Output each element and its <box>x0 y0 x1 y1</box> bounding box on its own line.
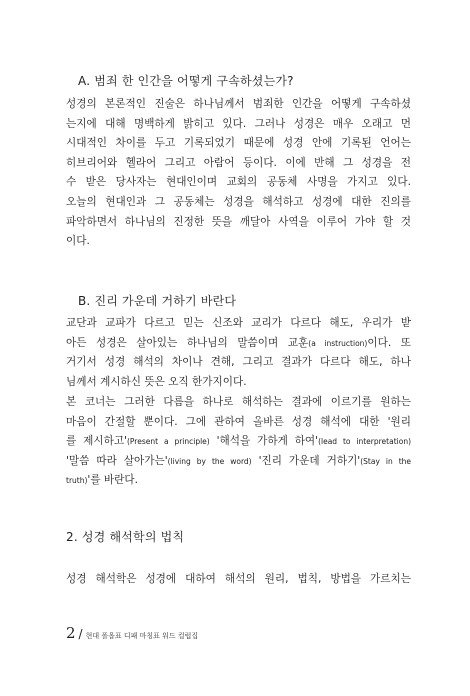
text-segment: 아든 성경은 살아있는 하나님의 말씀이며 교훈 <box>66 336 309 349</box>
footer-slash: / <box>78 627 83 641</box>
text-line <box>66 334 411 354</box>
english-gloss: (living by the word) <box>167 456 252 466</box>
text-line: 오늘의 현대인과 그 공동체는 성경을 해석하고 성경에 대한 진의를 <box>66 195 411 208</box>
page-number: 2 <box>66 624 76 642</box>
section-b-heading: B. 진리 가운데 거하기 바란다 <box>78 294 237 308</box>
text-line: 히브리어와 헬라어 그리고 아람어 등이다. 이에 반해 그 성경을 전 <box>66 156 411 169</box>
english-gloss: (lead to interpretation) <box>318 437 411 447</box>
english-gloss: truth) <box>66 476 88 486</box>
text-line: 거기서 성경 해석의 차이나 견해, 그리고 결과가 다르다 해도, 하나 <box>66 356 411 369</box>
text-line: 님께서 계시하신 뜻은 오직 한가지이다. <box>66 375 247 388</box>
text-line <box>66 432 411 452</box>
section-b-paragraph-2 <box>66 393 411 491</box>
text-line <box>66 471 411 491</box>
section-b-paragraph-1 <box>66 314 411 392</box>
section-2-paragraph <box>66 570 411 590</box>
text-segment: 이다. 또 <box>367 336 411 349</box>
text-segment: '말씀 따라 살아가는' <box>66 454 168 467</box>
text-line: 시대적인 차이를 두고 기록되었기 때문에 성경 안에 기록된 언어는 <box>66 137 411 150</box>
english-gloss: (a instruction) <box>308 338 368 348</box>
text-line: 본 코너는 그러한 다름을 하나로 해석하는 결과에 이르기를 원하는 <box>66 396 411 408</box>
text-line: 이다. <box>66 235 90 248</box>
footer-text: 현대 폴옵표 디패 마칭표 워드 컬럽집 <box>85 632 199 640</box>
english-gloss: (Present a principle) <box>126 437 210 447</box>
text-segment: '해석을 가하게 하여' <box>209 435 319 448</box>
text-line: 성경의 본론적인 진술은 하나님께서 범죄한 인간을 어떻게 구속하셨 <box>66 98 411 110</box>
page-footer <box>66 624 198 642</box>
text-line: 성경 해석학은 성경에 대하여 해석의 원리, 법칙, 방법을 가르치는 <box>66 573 411 585</box>
section-a-heading: A. 범죄 한 인간을 어떻게 구속하셨는가? <box>78 74 294 88</box>
text-segment: '를 바란다. <box>87 474 138 487</box>
text-segment: 를 제시하고' <box>66 435 127 448</box>
text-segment: '진리 가운데 거하기' <box>251 454 361 467</box>
text-line <box>66 452 411 472</box>
section-a-paragraph <box>66 95 411 252</box>
text-line: 파악하면서 하나님의 진정한 뜻을 깨달아 사역을 이루어 가야 할 것 <box>66 215 411 228</box>
text-line: 마음이 간절할 뿐이다. 그에 관하여 올바른 성경 해석에 대한 '원리 <box>66 415 411 428</box>
text-line: 수 받은 당사자는 현대인이며 교회의 공동체 사명을 가지고 있다. <box>66 176 411 189</box>
text-line: 교단과 교파가 다르고 믿는 신조와 교리가 다르다 해도, 우리가 받 <box>66 317 411 329</box>
english-gloss: (Stay in the <box>360 456 411 466</box>
text-line: 는지에 대해 명백하게 밝히고 있다. 그러나 성경은 매우 오래고 먼 <box>66 117 411 130</box>
section-2-heading: 2. 성경 해석학의 법칙 <box>66 530 185 544</box>
